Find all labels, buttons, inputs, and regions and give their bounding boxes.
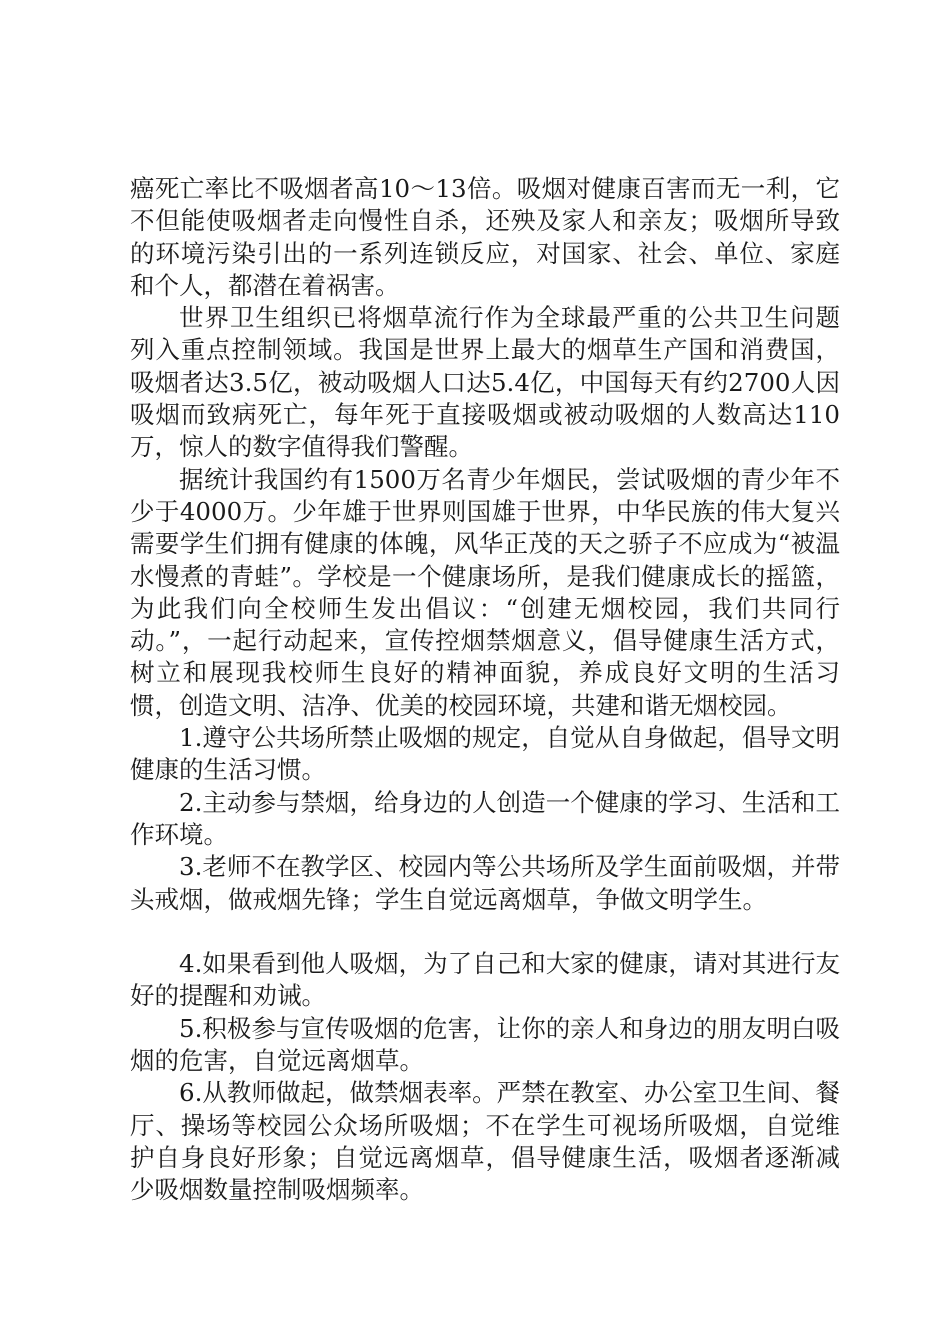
list-item-3: 3.老师不在教学区、校园内等公共场所及学生面前吸烟，并带头戒烟，做戒烟先锋；学生自觉远离烟草，争做文明学生。 xyxy=(130,852,840,914)
paragraph-who: 世界卫生组织已将烟草流行作为全球最严重的公共卫生问题列入重点控制领域。我国是世界上最大的烟草生产国和消费国，吸烟者达3.5亿，被动吸烟人口达5.4亿，中国每天有约2700人因吸烟而致病死亡，每年死于直接吸烟或被动吸烟的人数高达110万，惊人的数字值得我们警醒。 xyxy=(130,303,840,462)
list-item-4: 4.如果看到他人吸烟，为了自己和大家的健康，请对其进行友好的提醒和劝诫。 xyxy=(130,949,840,1011)
list-item-1: 1.遵守公共场所禁止吸烟的规定，自觉从自身做起，倡导文明健康的生活习惯。 xyxy=(130,723,840,785)
list-item-2: 2.主动参与禁烟，给身边的人创造一个健康的学习、生活和工作环境。 xyxy=(130,787,840,849)
paragraph-continuation: 癌死亡率比不吸烟者高10～13倍。吸烟对健康百害而无一利，它不但能使吸烟者走向慢性自杀，还殃及家人和亲友；吸烟所导致的环境污染引出的一系列连锁反应，对国家、社会、单位、家庭和个人，都潜在着祸害。 xyxy=(130,174,840,300)
paragraph-initiative: 据统计我国约有1500万名青少年烟民，尝试吸烟的青少年不少于4000万。少年雄于世界则国雄于世界，中华民族的伟大复兴需要学生们拥有健康的体魄，风华正茂的天之骄子不应成为“被温水慢煮的青蛙”。学校是一个健康场所，是我们健康成长的摇篮，为此我们向全校师生发出倡议：“创建无烟校园，我们共同行动。”，一起行动起来，宣传控烟禁烟意义，倡导健康生活方式，树立和展现我校师生良好的精神面貌，养成良好文明的生活习惯，创造文明、洁净、优美的校园环境，共建和谐无烟校园。 xyxy=(130,464,840,720)
blank-line xyxy=(130,916,840,948)
list-item-5: 5.积极参与宣传吸烟的危害，让你的亲人和身边的朋友明白吸烟的危害，自觉远离烟草。 xyxy=(130,1013,840,1076)
list-item-6: 6.从教师做起，做禁烟表率。严禁在教室、办公室卫生间、餐厅、操场等校园公众场所吸烟；不在学生可视场所吸烟，自觉维护自身良好形象；自觉远离烟草，倡导健康生活，吸烟者逐渐减少吸烟数量控制吸烟频率。 xyxy=(130,1078,840,1205)
document-body xyxy=(130,173,840,1207)
